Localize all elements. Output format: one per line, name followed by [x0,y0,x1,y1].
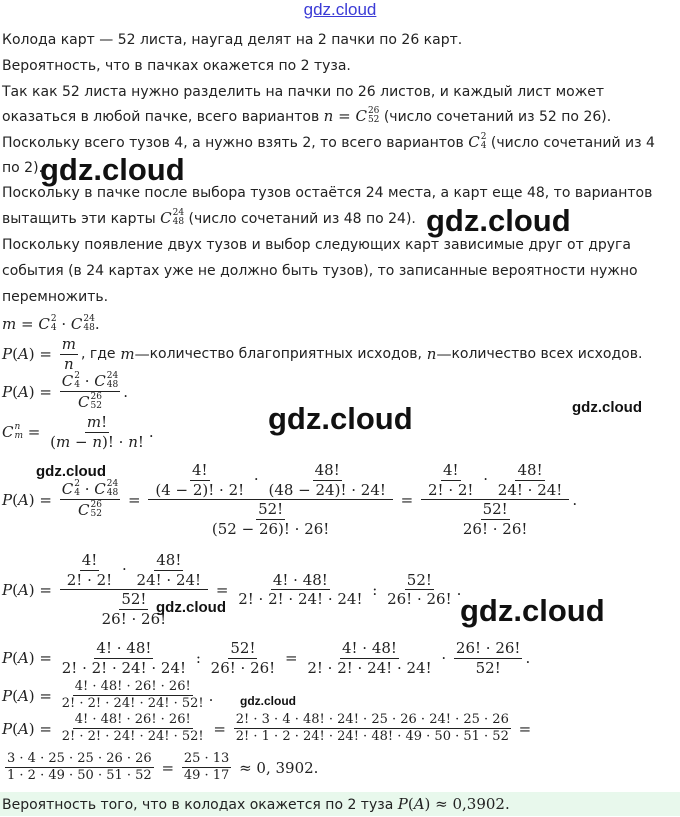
equation-pa-definition: P ( A ) = $\frac{m}{n}$ , где m — количество благоприятных исходов, n — количество всех исходов. [2,335,643,373]
text-line-10: события (в 24 картах уже не должно быть тузов), то записанные вероятности нужно [2,263,638,279]
text-line-5 [2,132,655,153]
equation-pa-expanded: P ( A ) = C 2 4 · C 24 48 C 26 52 = $\frac{4!}{(4 - 2)! \cdot 2!}$ · $\frac{48!}{(48 - 24)! \cdot 24!}$ $\frac{52!}{(52 - 26)! \cdot 26!}$ = $\frac{4!}{2! \cdot 2!}$ · $\frac{48!}{24! \cdot 24!}$ $\frac{52!}{26! \cdot 26!}$ . [2,461,578,538]
answer-value: ≈ 0,3902. [435,795,510,813]
text-line-5-start: Поскольку всего тузов 4, а нужно взять 2, то всего вариантов [2,135,464,151]
watermark-6: gdz.cloud [156,599,226,616]
text-line-4 [2,106,611,127]
watermark-8: gdz.cloud [240,694,296,708]
text-line-8 [2,208,416,229]
equation-pa-step2: P ( A ) = $\frac{4!}{2! \cdot 2!}$ · $\frac{48!}{24! \cdot 24!}$ $\frac{52!}{26! \cdot 26!}$ = $\frac{4! \cdot 48!}{2! \cdot 2! \cdot 24! \cdot 24!}$ : $\frac{52!}{26! \cdot 26!}$ . [2,551,462,628]
equation-combination-formula: C n m = $\frac{m!}{(m - n)! \cdot n!}$ . [2,413,154,451]
text-line-8-start: вытащить эти карты [2,211,156,227]
text-line-1: Колода карт — 52 листа, наугад делят на 2 пачки по 26 карт. [2,32,463,48]
watermark-4: gdz.cloud [572,399,642,416]
formula-n: n = C 26 52 [323,106,380,125]
equation-pa-step3: P ( A ) = $\frac{4! \cdot 48!}{2! \cdot 2! \cdot 24! \cdot 24!}$ : $\frac{52!}{26! \cdot 26!}$ = $\frac{4! \cdot 48!}{2! \cdot 2! \cdot 24! \cdot 24!}$ · $\frac{26! \cdot 26!}{52!}$ . [2,639,531,677]
text-line-6: по 2). [2,160,43,176]
text-line-11: перемножить. [2,289,109,305]
text-line-9: Поскольку появление двух тузов и выбор следующих карт зависимые друг от друга [2,237,631,253]
watermark-top[interactable]: gdz.cloud [303,0,377,19]
text-line-5-end: (число сочетаний из 4 [490,135,655,151]
text-line-8-end: (число сочетаний из 48 по 24). [188,211,416,227]
text-line-3: Так как 52 листа нужно разделить на пачки по 26 листов, и каждый лист может [2,84,605,100]
equation-pa-combinations: P ( A ) = C 2 4 · C 24 48 C 26 52 . [2,371,129,411]
answer-text: Вероятность того, что в колодах окажется по 2 туза [2,797,394,813]
formula-c4824: C 24 48 [160,208,185,227]
text-line-4-start: оказаться в любой пачке, всего вариантов [2,109,320,125]
watermark-7: gdz.cloud [460,593,605,628]
text-line-2: Вероятность, что в пачках окажется по 2 туза. [2,58,351,74]
equation-pa-final: $\frac{3 \cdot 4 \cdot 25 \cdot 25 \cdot 26 \cdot 26}{1 \cdot 2 \cdot 49 \cdot 50 \cdot 51 \cdot 52}$ = $\frac{25 \cdot 13}{49 \cdot 17}$ ≈ 0, 3902. [7,751,319,784]
where-text: , где [81,346,116,362]
answer-line [0,792,680,816]
equation-m: m = C 2 4 · C 24 48 . [2,314,100,333]
watermark-2: gdz.cloud [426,203,571,238]
text-line-4-end: (число сочетаний из 52 по 26). [383,109,612,125]
watermark-5: gdz.cloud [36,463,106,480]
equation-pa-step5: P ( A ) = $\frac{4! \cdot 48! \cdot 26! \cdot 26!}{2! \cdot 2! \cdot 24! \cdot 24! \cdot 52!}$ = $\frac{2! \cdot 3 \cdot 4 \cdot 48! \cdot 24! \cdot 25 \cdot 26 \cdot 24! \cdot 25 \cdot 26}{2! \cdot 1 \cdot 2 \cdot 24! \cdot 24! \cdot 48! \cdot 49 \cdot 50 \cdot 51 \cdot 52}$ = [2,712,532,745]
formula-c42: C 2 4 [468,132,487,151]
favorable-text: количество благоприятных исходов, [149,346,422,362]
text-line-7: Поскольку в пачке после выбора тузов остаётся 24 места, а карт еще 48, то вариантов [2,185,653,201]
watermark-3: gdz.cloud [268,401,413,436]
answer-formula: P(A) [397,795,436,813]
equation-pa-step4: P ( A ) = $\frac{4! \cdot 48! \cdot 26! \cdot 26!}{2! \cdot 2! \cdot 24! \cdot 24! \cdot 52!}$ . [2,679,214,712]
all-outcomes-text: количество всех исходов. [451,346,643,362]
watermark-1: gdz.cloud [40,152,185,187]
